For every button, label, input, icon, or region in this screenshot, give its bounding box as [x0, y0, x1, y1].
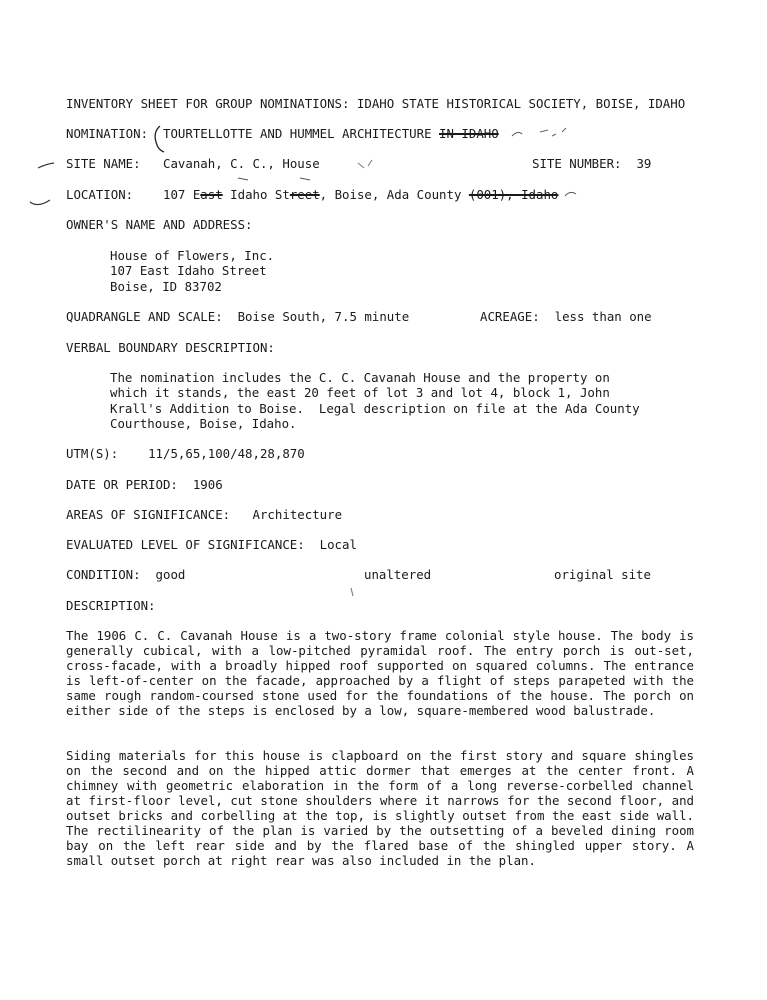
site-name-value: Cavanah, C. C., House [163, 156, 320, 171]
owner-line: 107 East Idaho Street [110, 263, 267, 278]
areas-label: AREAS OF SIGNIFICANCE: [66, 507, 231, 522]
areas-row [66, 507, 342, 522]
owner-line: House of Flowers, Inc. [110, 248, 275, 263]
acreage-label: ACREAGE: [480, 309, 540, 324]
boundary-line: The nomination includes the C. C. Cavanah House and the property on [110, 370, 610, 385]
location-text-start: 107 E [162, 187, 201, 202]
quadrangle-row [66, 309, 409, 324]
boundary-line: which it stands, the east 20 feet of lot 3 and lot 4, block 1, John [110, 385, 610, 400]
utm-row [66, 446, 305, 461]
nomination-value: TOURTELLOTTE AND HUMMEL ARCHITECTURE [162, 126, 432, 141]
description-paragraph-2: Siding materials for this house is clapboard on the first story and square shingles on the second and on the hipped attic dormer that emerges at the center front. A chimney with geometric elaboration in the form of a long reverse-corbelled channel at first-floor level, cut stone shoulders where it narrows for the second floor, and outset bricks and corbelling at the top, is slightly outset from the east side wall. The rectilinearity of the plan is varied by the outsetting of a beveled dining room bay on the left rear side and by the flared base of the shingled upper story. A small outset porch at right rear was also included in the plan. [66, 748, 694, 868]
acreage-value: less than one [554, 309, 652, 324]
site-name-row [66, 156, 320, 171]
owner-label: OWNER'S NAME AND ADDRESS: [66, 217, 253, 232]
boundary-line: Courthouse, Boise, Idaho. [110, 416, 297, 431]
nomination-struck-text: IN IDAHO [439, 126, 499, 141]
owner-line: Boise, ID 83702 [110, 279, 222, 294]
utm-value: 11/5,65,100/48,28,870 [148, 446, 305, 461]
utm-label: UTM(S): [66, 446, 119, 461]
description-paragraph-1: The 1906 C. C. Cavanah House is a two-story frame colonial style house. The body is generally cubical, with a low-pitched pyramidal roof. The entry porch is out-set, cross-facade, with a broadly hipped roof supported on squared columns. The entrance is left-of-center on the facade, approached by a flight of steps parapeted with the same rough random-coursed stone used for the foundations of the house. The porch on either side of the steps is enclosed by a low, square-membered wood balustrade. [66, 628, 694, 718]
alteration-value: unaltered [364, 567, 432, 582]
site-name-label: SITE NAME: [66, 156, 141, 171]
level-label: EVALUATED LEVEL OF SIGNIFICANCE: [66, 537, 305, 552]
location-text-end: , Boise, Ada County [319, 187, 469, 202]
nomination-label: NOMINATION: [66, 126, 149, 141]
quadrangle-value: Boise South, 7.5 minute [237, 309, 410, 324]
areas-value: Architecture [252, 507, 343, 522]
location-text-mid: Idaho St [222, 187, 290, 202]
location-struck-tail: (001), Idaho [468, 187, 559, 202]
date-label: DATE OR PERIOD: [66, 477, 178, 492]
boundary-line: Krall's Addition to Boise. Legal description on file at the Ada County [110, 401, 640, 416]
location-struck-east: ast [200, 187, 223, 202]
date-row [66, 477, 223, 492]
site-number-value: 39 [636, 156, 652, 171]
site-number-label: SITE NUMBER: [532, 156, 622, 171]
level-value: Local [319, 537, 357, 552]
location-row [66, 187, 558, 202]
date-value: 1906 [192, 477, 223, 492]
document-header: INVENTORY SHEET FOR GROUP NOMINATIONS: IDAHO STATE HISTORICAL SOCIETY, BOISE, IDAHO [66, 96, 686, 111]
level-row [66, 537, 357, 552]
location-label: LOCATION: [66, 187, 134, 202]
nomination-row [66, 126, 499, 141]
quadrangle-label: QUADRANGLE AND SCALE: [66, 309, 223, 324]
condition-label: CONDITION: [66, 567, 141, 582]
site-status-value: original site [554, 567, 651, 582]
acreage-row [480, 309, 652, 324]
site-number-row [532, 156, 651, 171]
location-struck-street: reet [289, 187, 320, 202]
condition-row [66, 567, 185, 582]
condition-value: good [155, 567, 186, 582]
boundary-label: VERBAL BOUNDARY DESCRIPTION: [66, 340, 275, 355]
description-label: DESCRIPTION: [66, 598, 156, 613]
